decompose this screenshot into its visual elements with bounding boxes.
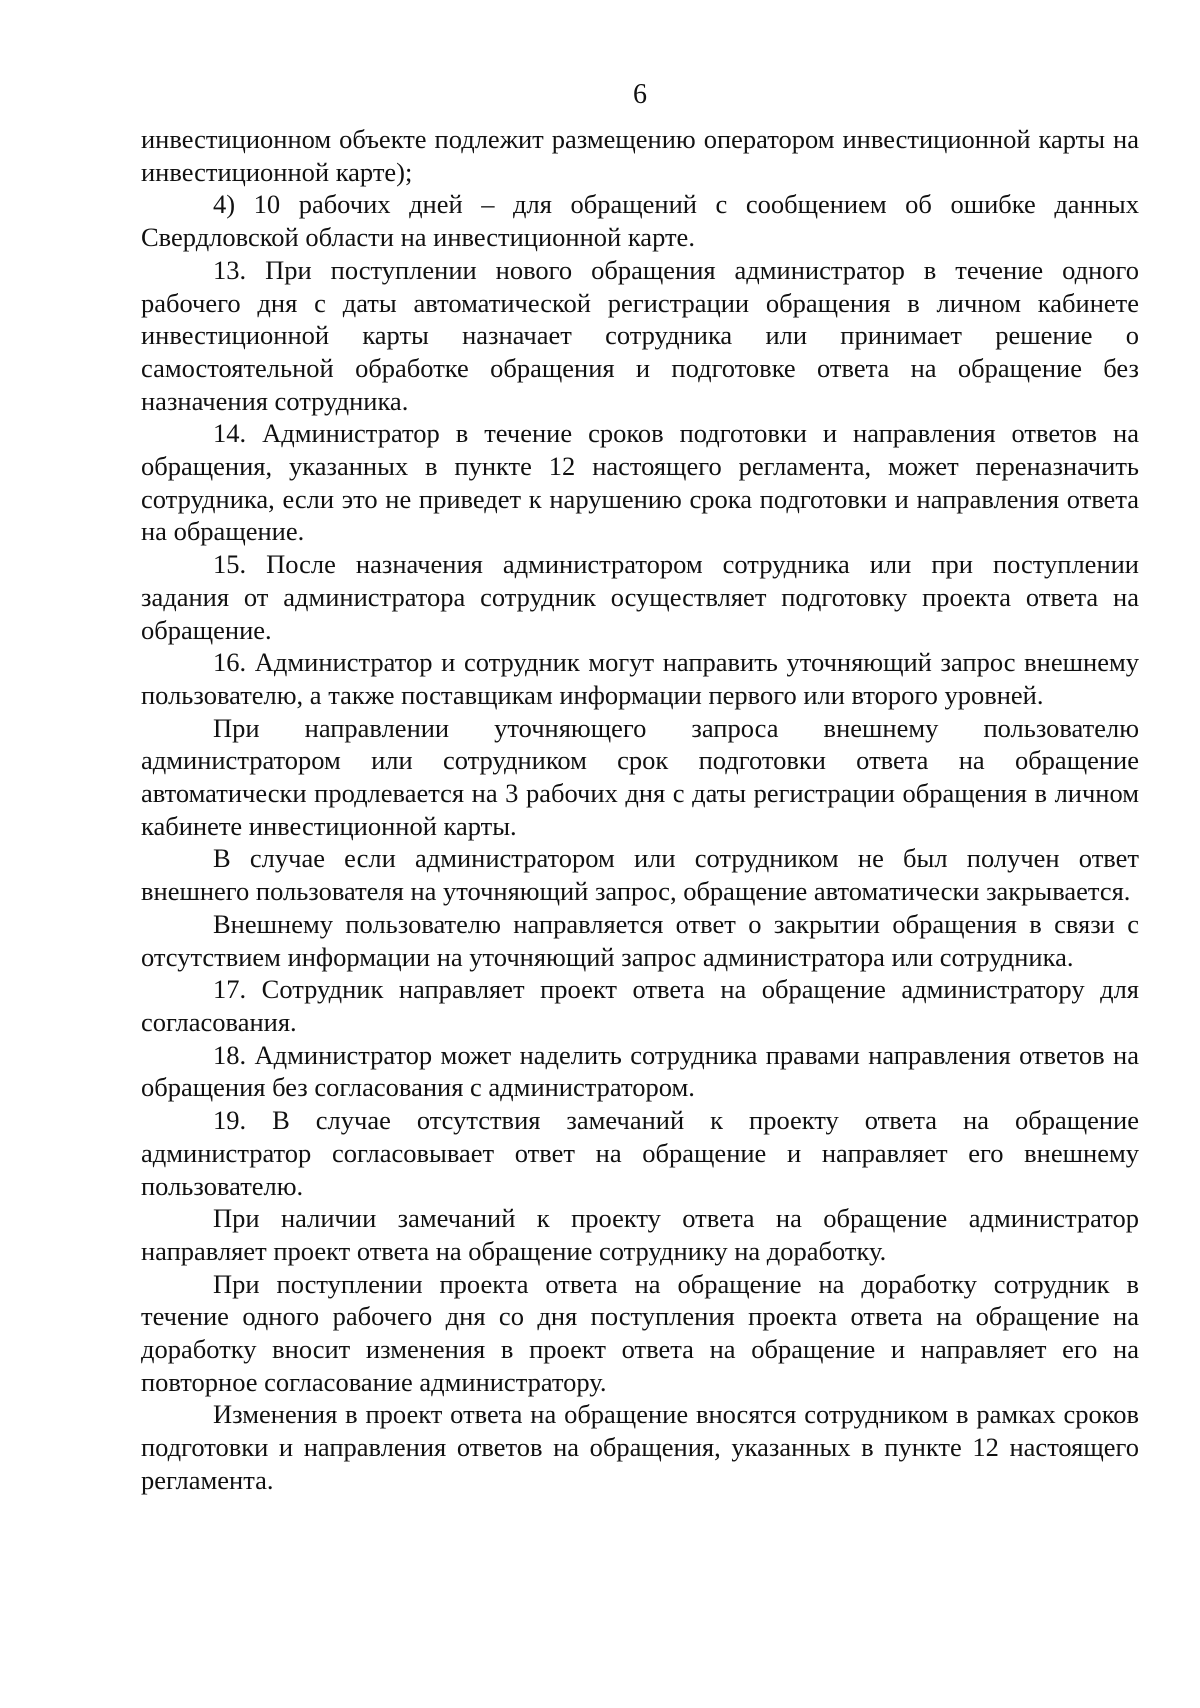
paragraph-19-rework: При поступлении проекта ответа на обращение на доработку сотрудник в течение одного рабочего дня со дня поступления проекта ответа на обращение на доработку вносит изменения в проект ответа на обращение и направляет его на повторное согласование администратору. (141, 1268, 1139, 1397)
paragraph-17: 17. Сотрудник направляет проект ответа на обращение администратору для согласования. (141, 974, 1139, 1037)
paragraph-18: 18. Администратор может наделить сотрудника правами направления ответов на обращения без согласования с администратором. (141, 1039, 1139, 1103)
paragraph-16-clarification-extension: При направлении уточняющего запроса внешнему пользователю администратором или сотрудником срок подготовки ответа на обращение автоматически продлевается на 3 рабочих дня с даты регистрации обращения в личном кабинете инвестиционной карты. (141, 712, 1139, 841)
paragraph-19: 19. В случае отсутствия замечаний к проекту ответа на обращение администратор согласовывает ответ на обращение и направляет его внешнему пользователю. (141, 1105, 1139, 1201)
paragraph-item-4: 4) 10 рабочих дней – для обращений с сообщением об ошибке данных Свердловской области на инвестиционной карте. (141, 189, 1139, 253)
paragraph-continuation: инвестиционном объекте подлежит размещению оператором инвестиционной карты на инвестиционной карте); (141, 124, 1139, 187)
paragraph-16-closure-notice: Внешнему пользователю направляется ответ о закрытии обращения в связи с отсутствием информации на уточняющий запрос администратора или сотрудника. (141, 908, 1139, 972)
page-number: 6 (633, 79, 647, 110)
paragraph-13: 13. При поступлении нового обращения администратор в течение одного рабочего дня с даты автоматической регистрации обращения в личном кабинете инвестиционной карты назначает сотрудника или принимает решение о самостоятельной обработке обращения и подготовке ответа на обращение без назначения сотрудника. (141, 254, 1139, 416)
document-body (141, 123, 1139, 1497)
paragraph-16: 16. Администратор и сотрудник могут направить уточняющий запрос внешнему пользователю, а также поставщикам информации первого или второго уровней. (141, 647, 1139, 710)
paragraph-15: 15. После назначения администратором сотрудника или при поступлении задания от администратора сотрудник осуществляет подготовку проекта ответа на обращение. (141, 549, 1139, 645)
paragraph-19-remarks: При наличии замечаний к проекту ответа на обращение администратор направляет проект ответа на обращение сотруднику на доработку. (141, 1203, 1139, 1266)
paragraph-14: 14. Администратор в течение сроков подготовки и направления ответов на обращения, указанных в пункте 12 настоящего регламента, может переназначить сотрудника, если это не приведет к нарушению срока подготовки и направления ответа на обращение. (141, 418, 1139, 547)
paragraph-19-changes: Изменения в проект ответа на обращение вносятся сотрудником в рамках сроков подготовки и направления ответов на обращения, указанных в пункте 12 настоящего регламента. (141, 1399, 1139, 1495)
paragraph-16-auto-close: В случае если администратором или сотрудником не был получен ответ внешнего пользователя на уточняющий запрос, обращение автоматически закрывается. (141, 843, 1139, 907)
